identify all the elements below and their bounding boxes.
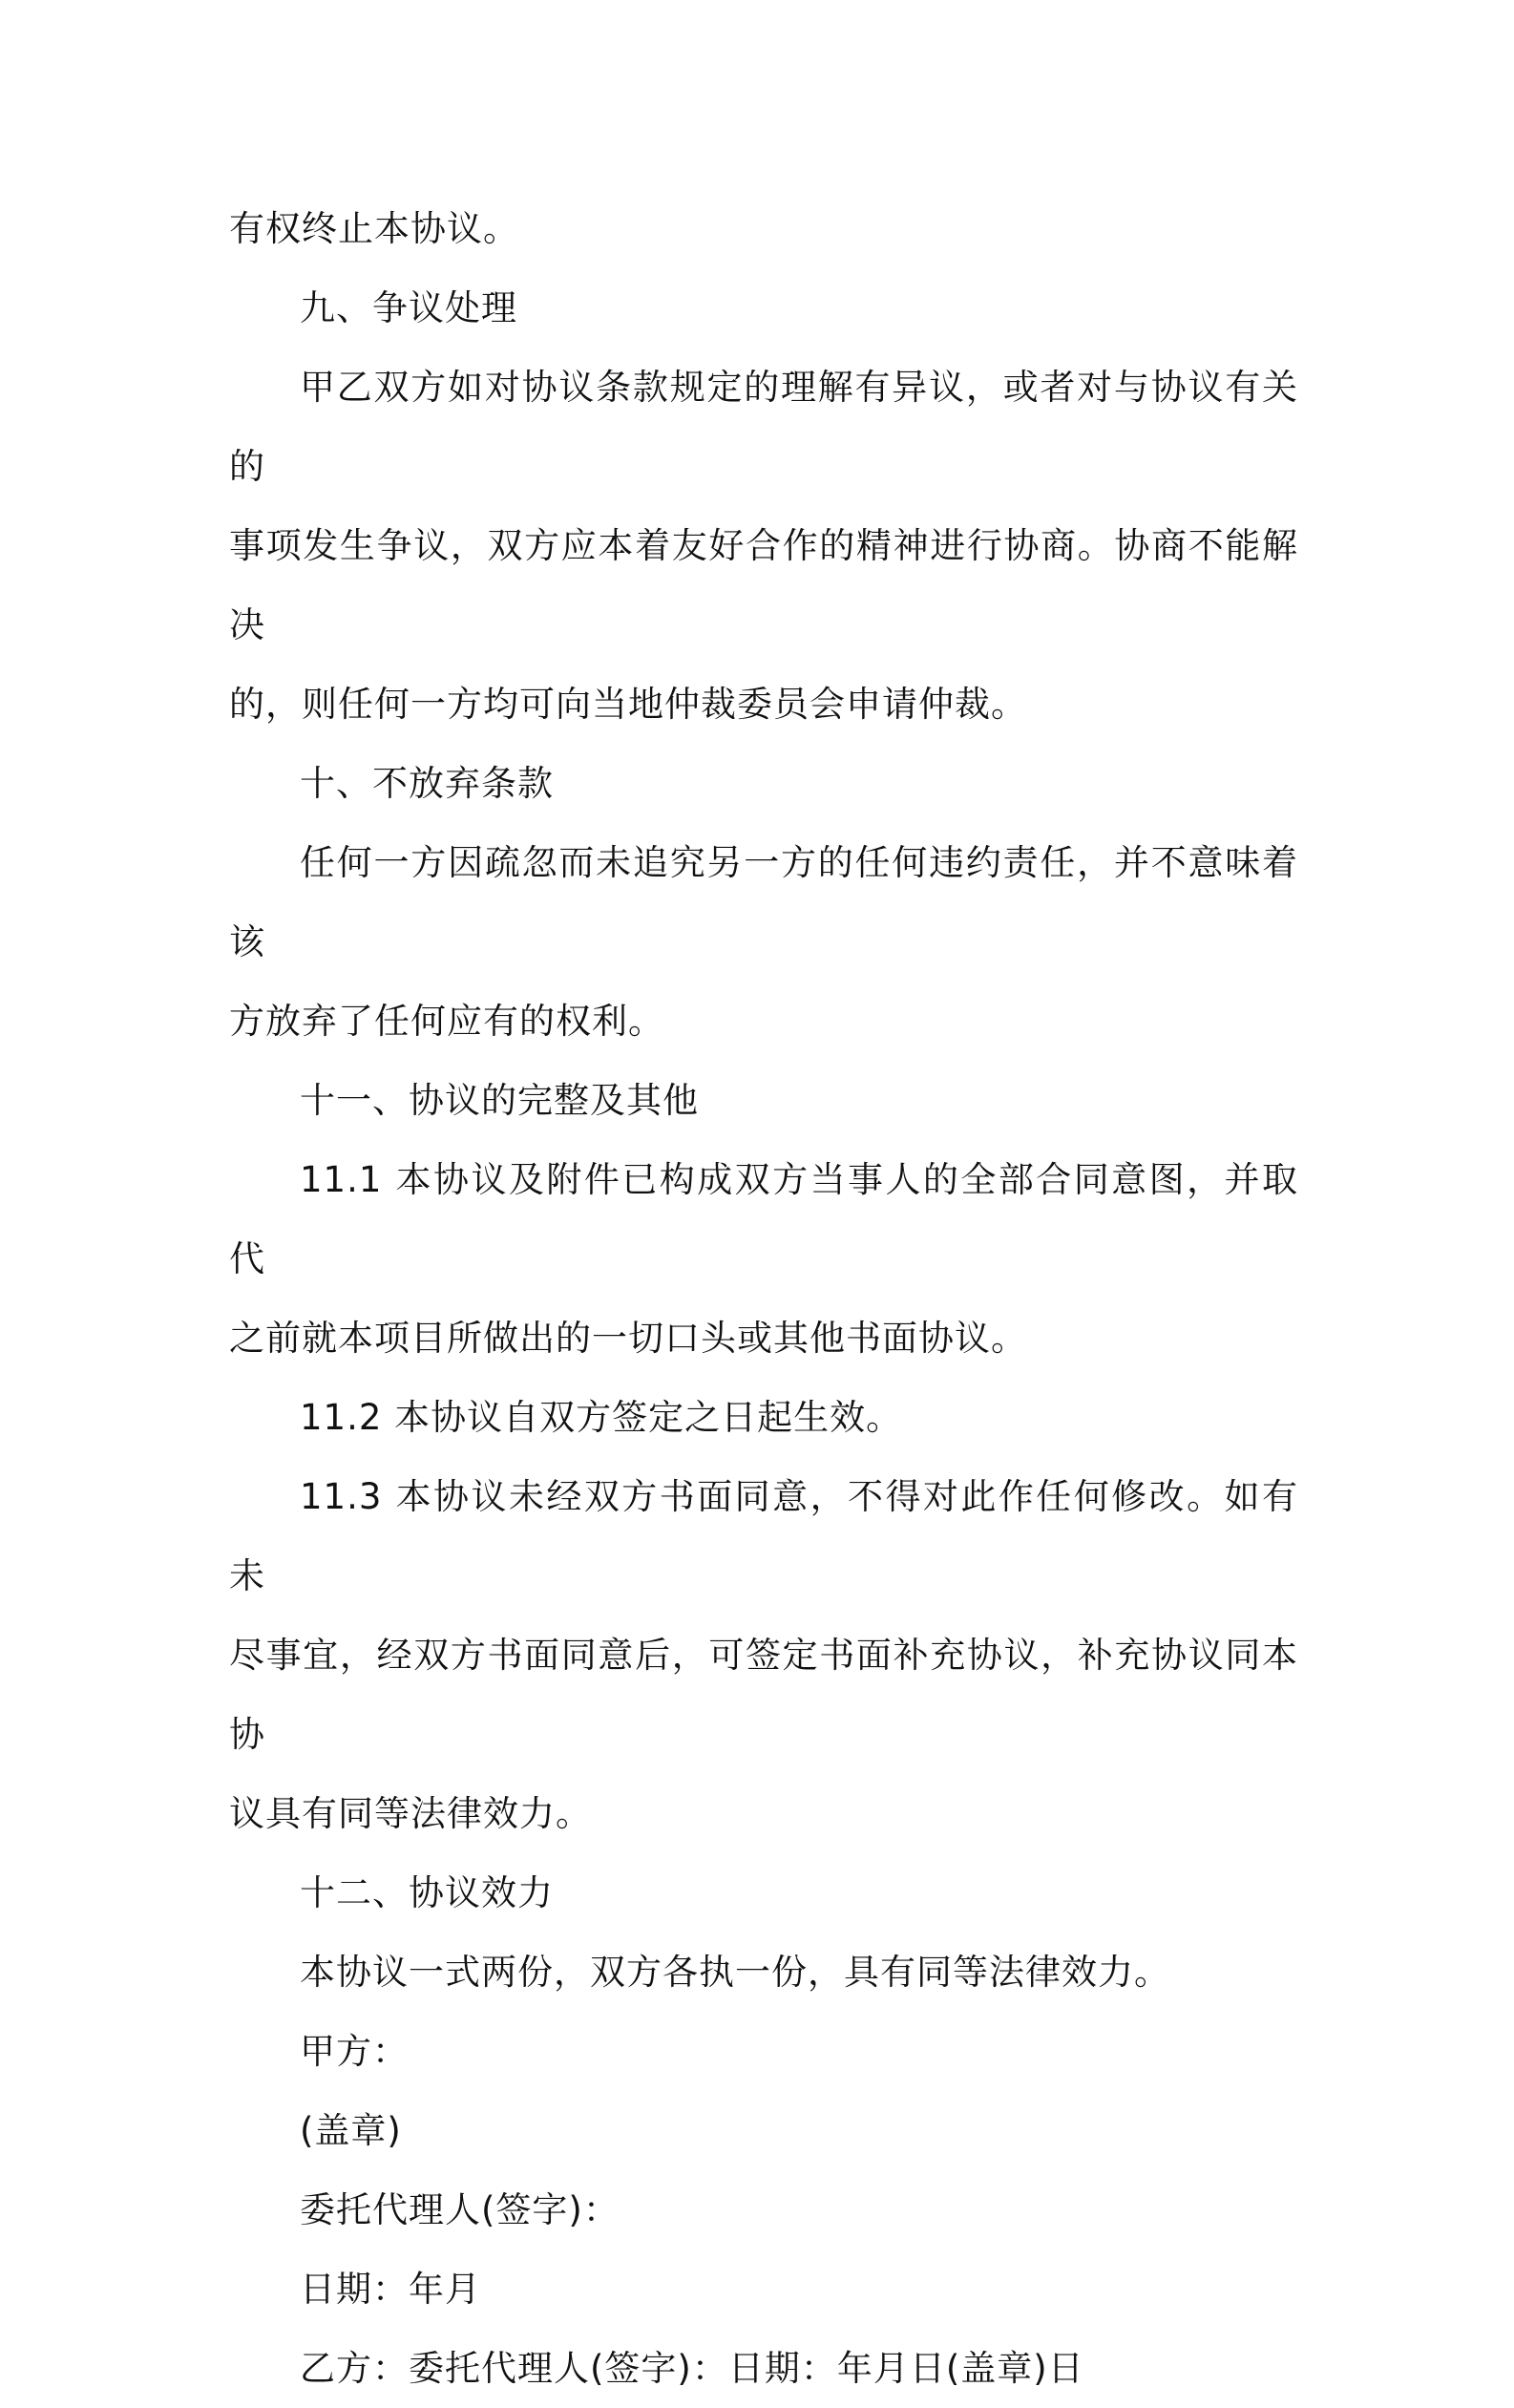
paragraph-line: 议具有同等法律效力。 (229, 1793, 592, 1834)
paragraph-line: 事项发生争议，双方应本着友好合作的精神进行协商。协商不能解决 (229, 525, 1298, 645)
paragraph-line: 本协议一式两份，双方各执一份，具有同等法律效力。 (300, 1952, 1170, 1993)
signature-party-a-label: 甲方： (300, 2031, 409, 2072)
paragraph-line: 方放弃了任何应有的权利。 (229, 1001, 664, 1042)
section-heading-no-waiver: 十、不放弃条款 (300, 763, 554, 804)
paragraph-line: 的，则任何一方均可向当地仲裁委员会申请仲裁。 (229, 684, 1027, 725)
paragraph-line: 11.2 本协议自双方签定之日起生效。 (300, 1397, 903, 1438)
document-body (229, 189, 1298, 2408)
paragraph-line: 有权终止本协议。 (229, 208, 519, 249)
paragraph-line: 11.1 本协议及附件已构成双方当事人的全部合同意图，并取代 (229, 1159, 1298, 1279)
signature-seal-label: (盖章) (300, 2110, 402, 2151)
paragraph-line: 11.3 本协议未经双方书面同意，不得对此作任何修改。如有未 (229, 1476, 1298, 1596)
signature-party-b-line: 乙方：委托代理人(签字)：日期：年月日(盖章)日 (300, 2348, 1084, 2389)
section-heading-completeness: 十一、协议的完整及其他 (300, 1080, 699, 1121)
signature-agent-label: 委托代理人(签字)： (300, 2189, 620, 2230)
section-heading-dispute: 九、争议处理 (300, 287, 517, 328)
section-heading-effectiveness: 十二、协议效力 (300, 1872, 554, 1913)
paragraph-line: 尽事宜，经双方书面同意后，可签定书面补充协议，补充协议同本协 (229, 1635, 1298, 1755)
signature-date-label: 日期：年月 (300, 2269, 481, 2310)
paragraph-line: 任何一方因疏忽而未追究另一方的任何违约责任，并不意味着该 (229, 842, 1298, 962)
paragraph-line: 甲乙双方如对协议条款规定的理解有异议，或者对与协议有关的 (229, 367, 1298, 487)
paragraph-line: 之前就本项目所做出的一切口头或其他书面协议。 (229, 1318, 1027, 1359)
